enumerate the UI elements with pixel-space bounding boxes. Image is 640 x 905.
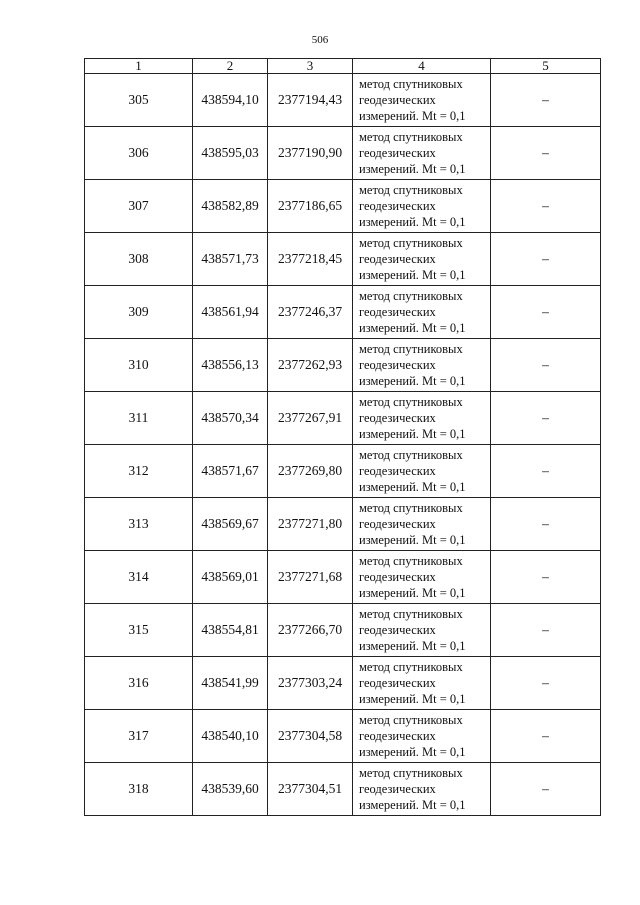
method-cell	[353, 392, 491, 445]
method-line: геодезических	[359, 411, 436, 425]
method-line: метод спутниковых	[359, 501, 463, 515]
method-line: метод спутниковых	[359, 713, 463, 727]
table-row	[85, 180, 601, 233]
table-row	[85, 604, 601, 657]
method-line: измерений. Mt = 0,1	[359, 109, 466, 123]
point-number-cell: 315	[85, 604, 193, 657]
note-cell: –	[491, 127, 601, 180]
point-number-cell: 314	[85, 551, 193, 604]
method-line: измерений. Mt = 0,1	[359, 215, 466, 229]
point-number-cell: 307	[85, 180, 193, 233]
method-cell	[353, 498, 491, 551]
point-number-cell: 317	[85, 710, 193, 763]
table-row	[85, 445, 601, 498]
method-cell	[353, 74, 491, 127]
column-header: 2	[193, 59, 268, 74]
note-cell: –	[491, 604, 601, 657]
note-cell: –	[491, 498, 601, 551]
method-cell	[353, 657, 491, 710]
x-coordinate-cell: 438541,99	[193, 657, 268, 710]
method-line: измерений. Mt = 0,1	[359, 639, 466, 653]
method-line: метод спутниковых	[359, 77, 463, 91]
y-coordinate-cell: 2377304,51	[268, 763, 353, 816]
table-row	[85, 127, 601, 180]
method-line: измерений. Mt = 0,1	[359, 745, 466, 759]
table-header	[85, 59, 601, 74]
table-row	[85, 498, 601, 551]
note-cell: –	[491, 339, 601, 392]
method-line: метод спутниковых	[359, 342, 463, 356]
method-line: геодезических	[359, 252, 436, 266]
y-coordinate-cell: 2377269,80	[268, 445, 353, 498]
note-cell: –	[491, 180, 601, 233]
table-row	[85, 551, 601, 604]
table-row	[85, 763, 601, 816]
note-cell: –	[491, 392, 601, 445]
table-row	[85, 339, 601, 392]
note-cell: –	[491, 286, 601, 339]
x-coordinate-cell: 438571,73	[193, 233, 268, 286]
method-line: геодезических	[359, 623, 436, 637]
x-coordinate-cell: 438540,10	[193, 710, 268, 763]
x-coordinate-cell: 438554,81	[193, 604, 268, 657]
note-cell: –	[491, 74, 601, 127]
method-line: измерений. Mt = 0,1	[359, 427, 466, 441]
method-line: метод спутниковых	[359, 660, 463, 674]
method-line: метод спутниковых	[359, 607, 463, 621]
point-number-cell: 313	[85, 498, 193, 551]
method-cell	[353, 180, 491, 233]
x-coordinate-cell: 438569,67	[193, 498, 268, 551]
table-row	[85, 392, 601, 445]
method-cell	[353, 233, 491, 286]
method-line: метод спутниковых	[359, 236, 463, 250]
note-cell: –	[491, 657, 601, 710]
method-cell	[353, 286, 491, 339]
y-coordinate-cell: 2377271,68	[268, 551, 353, 604]
x-coordinate-cell: 438569,01	[193, 551, 268, 604]
method-line: измерений. Mt = 0,1	[359, 162, 466, 176]
method-line: измерений. Mt = 0,1	[359, 798, 466, 812]
point-number-cell: 318	[85, 763, 193, 816]
method-line: геодезических	[359, 305, 436, 319]
method-line: геодезических	[359, 93, 436, 107]
y-coordinate-cell: 2377267,91	[268, 392, 353, 445]
method-line: измерений. Mt = 0,1	[359, 586, 466, 600]
column-header: 3	[268, 59, 353, 74]
method-line: геодезических	[359, 517, 436, 531]
y-coordinate-cell: 2377303,24	[268, 657, 353, 710]
point-number-cell: 309	[85, 286, 193, 339]
y-coordinate-cell: 2377304,58	[268, 710, 353, 763]
x-coordinate-cell: 438595,03	[193, 127, 268, 180]
method-line: измерений. Mt = 0,1	[359, 692, 466, 706]
method-line: геодезических	[359, 146, 436, 160]
table-row	[85, 710, 601, 763]
method-line: метод спутниковых	[359, 130, 463, 144]
column-header: 4	[353, 59, 491, 74]
method-line: геодезических	[359, 782, 436, 796]
point-number-cell: 312	[85, 445, 193, 498]
point-number-cell: 311	[85, 392, 193, 445]
method-line: геодезических	[359, 464, 436, 478]
method-line: измерений. Mt = 0,1	[359, 268, 466, 282]
method-line: метод спутниковых	[359, 183, 463, 197]
method-line: метод спутниковых	[359, 448, 463, 462]
x-coordinate-cell: 438539,60	[193, 763, 268, 816]
y-coordinate-cell: 2377194,43	[268, 74, 353, 127]
method-cell	[353, 339, 491, 392]
method-line: метод спутниковых	[359, 289, 463, 303]
point-number-cell: 310	[85, 339, 193, 392]
method-line: измерений. Mt = 0,1	[359, 374, 466, 388]
point-number-cell: 306	[85, 127, 193, 180]
method-line: геодезических	[359, 358, 436, 372]
method-line: метод спутниковых	[359, 554, 463, 568]
x-coordinate-cell: 438571,67	[193, 445, 268, 498]
table-row	[85, 74, 601, 127]
header-row	[85, 59, 601, 74]
y-coordinate-cell: 2377190,90	[268, 127, 353, 180]
note-cell: –	[491, 233, 601, 286]
method-cell	[353, 127, 491, 180]
method-cell	[353, 763, 491, 816]
method-line: геодезических	[359, 199, 436, 213]
note-cell: –	[491, 710, 601, 763]
y-coordinate-cell: 2377266,70	[268, 604, 353, 657]
y-coordinate-cell: 2377262,93	[268, 339, 353, 392]
method-line: метод спутниковых	[359, 766, 463, 780]
method-line: геодезических	[359, 570, 436, 584]
method-line: измерений. Mt = 0,1	[359, 321, 466, 335]
y-coordinate-cell: 2377271,80	[268, 498, 353, 551]
table-row	[85, 286, 601, 339]
point-number-cell: 308	[85, 233, 193, 286]
y-coordinate-cell: 2377186,65	[268, 180, 353, 233]
x-coordinate-cell: 438570,34	[193, 392, 268, 445]
coordinates-table	[84, 58, 601, 816]
note-cell: –	[491, 445, 601, 498]
note-cell: –	[491, 763, 601, 816]
column-header: 5	[491, 59, 601, 74]
method-cell	[353, 710, 491, 763]
method-line: геодезических	[359, 729, 436, 743]
method-line: измерений. Mt = 0,1	[359, 533, 466, 547]
method-line: геодезических	[359, 676, 436, 690]
method-cell	[353, 604, 491, 657]
x-coordinate-cell: 438594,10	[193, 74, 268, 127]
x-coordinate-cell: 438561,94	[193, 286, 268, 339]
table-row	[85, 233, 601, 286]
table-row	[85, 657, 601, 710]
page-number: 506	[311, 34, 329, 46]
method-line: метод спутниковых	[359, 395, 463, 409]
point-number-cell: 316	[85, 657, 193, 710]
column-header: 1	[85, 59, 193, 74]
y-coordinate-cell: 2377246,37	[268, 286, 353, 339]
x-coordinate-cell: 438556,13	[193, 339, 268, 392]
table-body	[85, 74, 601, 816]
x-coordinate-cell: 438582,89	[193, 180, 268, 233]
method-cell	[353, 445, 491, 498]
method-cell	[353, 551, 491, 604]
y-coordinate-cell: 2377218,45	[268, 233, 353, 286]
method-line: измерений. Mt = 0,1	[359, 480, 466, 494]
note-cell: –	[491, 551, 601, 604]
point-number-cell: 305	[85, 74, 193, 127]
